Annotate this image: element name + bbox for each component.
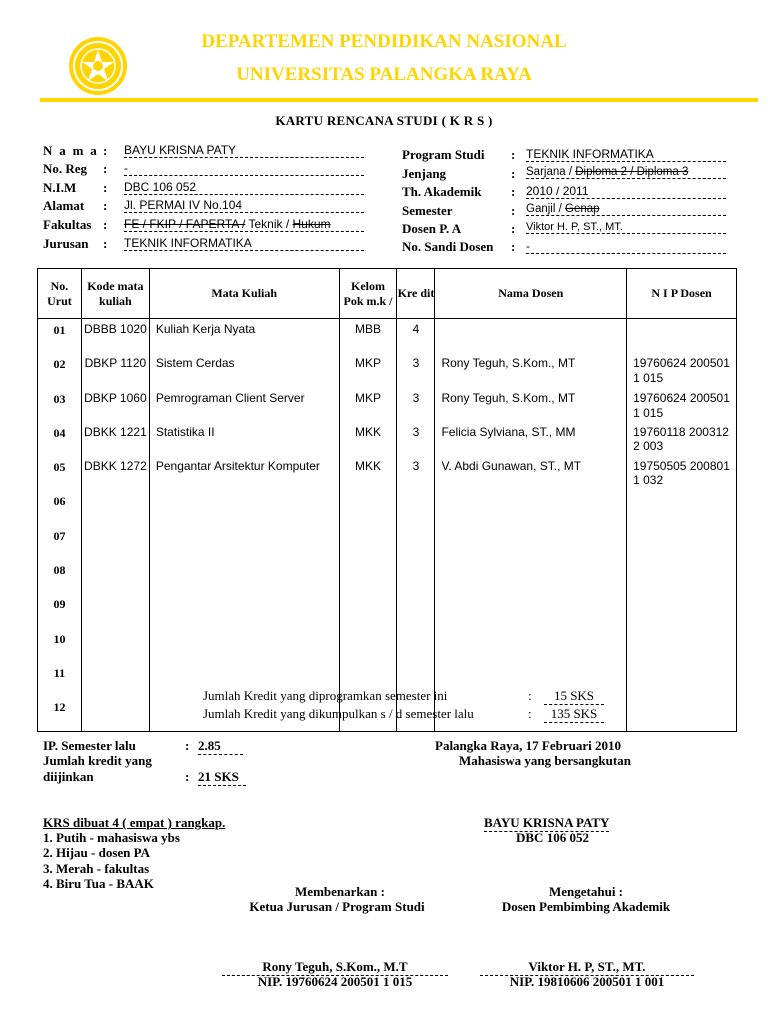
colon: : — [528, 688, 532, 703]
col-header-kode: Kode mata kuliah — [81, 269, 149, 319]
value-fakultas: FE / FKIP / FAPERTA / Teknik / Hukum — [124, 217, 364, 232]
kajur-label-2: Ketua Jurusan / Program Studi — [249, 899, 425, 914]
copies-heading: KRS dibuat 4 ( empat ) rangkap. — [43, 815, 226, 830]
allowed-credit-value: 21 SKS — [198, 769, 246, 786]
value-nama: BAYU KRISNA PATY — [124, 143, 364, 158]
programmed-credit-label: Jumlah Kredit yang diprogramkan semester ini — [203, 688, 448, 703]
value-dosen-pa: Viktor H. P, ST., MT. — [526, 221, 726, 234]
colon: : — [103, 143, 108, 158]
value-sandi-dosen: - — [526, 239, 726, 254]
col-header-kelompok: Kelom Pok m.k / — [339, 269, 397, 319]
colon: : — [103, 198, 108, 213]
label-fakultas: Fakultas — [43, 217, 92, 232]
table-row: 12 — [38, 696, 737, 731]
col-header-nama-dosen: Nama Dosen — [435, 269, 627, 319]
header-divider — [40, 98, 758, 102]
allowed-credit-label-2: diijinkan — [43, 769, 94, 784]
col-header-mata-kuliah: Mata Kuliah — [149, 269, 339, 319]
krs-table — [37, 268, 737, 732]
list-item: 4. Biru Tua - BAAK — [43, 876, 154, 891]
collected-credit-label: Jumlah Kredit yang dikumpulkan s / d semester lalu — [203, 706, 474, 721]
table-body — [38, 319, 737, 732]
table-row: 09 — [38, 593, 737, 627]
table-row: 06 — [38, 490, 737, 524]
colon: : — [103, 236, 108, 251]
ip-value: 2.85 — [198, 738, 243, 755]
label-jenjang: Jenjang — [402, 166, 447, 181]
student-sign-name: BAYU KRISNA PATY — [484, 815, 610, 830]
table-header-row — [38, 269, 737, 319]
pa-label: Mengetahui : — [548, 884, 624, 899]
table-row: 07 — [38, 525, 737, 559]
label-semester: Semester — [402, 203, 453, 218]
value-noreg: - — [124, 161, 364, 176]
programmed-credit-value: 15 SKS — [544, 688, 604, 705]
colon: : — [185, 769, 190, 784]
value-th-akademik: 2010 / 2011 — [526, 184, 726, 199]
allowed-credit-label: Jumlah kredit yang — [43, 753, 152, 768]
label-sandi-dosen: No. Sandi Dosen — [402, 239, 494, 254]
ip-label: IP. Semester lalu — [43, 738, 136, 753]
place-date: Palangka Raya, 17 Februari 2010 — [435, 738, 621, 753]
col-header-no: No. Urut — [38, 269, 82, 319]
value-alamat: Jl. PERMAI IV No.104 — [124, 198, 364, 213]
list-item: 3. Merah - fakultas — [43, 861, 150, 876]
label-jurusan: Jurusan — [43, 236, 89, 251]
colon: : — [103, 180, 108, 195]
value-jenjang: Sarjana / Diploma 2 / Diploma 3 — [526, 166, 726, 179]
header-department: DEPARTEMEN PENDIDIKAN NASIONAL — [201, 31, 567, 52]
colon: : — [185, 738, 190, 753]
label-noreg: No. Reg — [43, 161, 88, 176]
table-row: 03 DBKP 1060 Pemrograman Client Server MKP 3 Rony Teguh, S.Kom., MT 19760624 200501 1 015 — [38, 388, 737, 422]
table-row: 05 DBKK 1272 Pengantar Arsitektur Komputer MKK 3 V. Abdi Gunawan, ST., MT 19750505 200801 1 032 — [38, 456, 737, 490]
student-sign-nim: DBC 106 052 — [516, 830, 589, 845]
kajur-label: Membenarkan : — [295, 884, 385, 899]
list-item: 2. Hijau - dosen PA — [43, 845, 151, 860]
colon: : — [103, 217, 108, 232]
value-jurusan: TEKNIK INFORMATIKA — [124, 236, 364, 251]
table-row: 08 — [38, 559, 737, 593]
colon: : — [528, 706, 532, 721]
col-header-kredit: Kre dit — [397, 269, 435, 319]
colon: : — [511, 184, 516, 199]
kajur-nip: NIP. 19760624 200501 1 015 — [257, 974, 413, 989]
label-nim: N.I.M — [43, 180, 77, 195]
colon: : — [511, 203, 516, 218]
label-program-studi: Program Studi — [402, 147, 485, 162]
label-th-akademik: Th. Akademik — [402, 184, 482, 199]
table-row: 04 DBKK 1221 Statistika II MKK 3 Felicia Sylviana, ST., MM 19760118 200312 2 003 — [38, 422, 737, 456]
value-program-studi: TEKNIK INFORMATIKA — [526, 147, 726, 162]
table-row: 10 — [38, 628, 737, 662]
table-row: 02 DBKP 1120 Sistem Cerdas MKP 3 Rony Teguh, S.Kom., MT 19760624 200501 1 015 — [38, 353, 737, 387]
colon: : — [511, 147, 516, 162]
value-semester: Ganjil / Genap — [526, 203, 726, 216]
header-university: UNIVERSITAS PALANGKA RAYA — [236, 64, 532, 85]
pa-label-2: Dosen Pembimbing Akademik — [501, 899, 671, 914]
kajur-name: Rony Teguh, S.Kom., M.T — [222, 959, 448, 976]
label-dosen-pa: Dosen P. A — [402, 221, 462, 236]
label-nama: N a m a — [43, 143, 99, 158]
table-row: 11 — [38, 662, 737, 696]
page-title: KARTU RENCANA STUDI ( K R S ) — [275, 113, 493, 128]
colon: : — [511, 166, 516, 181]
value-nim: DBC 106 052 — [124, 180, 364, 195]
list-item: 1. Putih - mahasiswa ybs — [43, 830, 180, 845]
col-header-nip: N I P Dosen — [627, 269, 737, 319]
pa-nip: NIP. 19810606 200501 1 001 — [509, 974, 665, 989]
table-row: 01 DBBB 1020 Kuliah Kerja Nyata MBB 4 — [38, 319, 737, 354]
label-alamat: Alamat — [43, 198, 85, 213]
colon: : — [103, 161, 108, 176]
colon: : — [511, 221, 516, 236]
collected-credit-value: 135 SKS — [544, 706, 604, 723]
pa-name: Viktor H. P, ST., MT. — [480, 959, 694, 976]
colon: : — [511, 239, 516, 254]
student-sign-title: Mahasiswa yang bersangkutan — [459, 753, 631, 768]
